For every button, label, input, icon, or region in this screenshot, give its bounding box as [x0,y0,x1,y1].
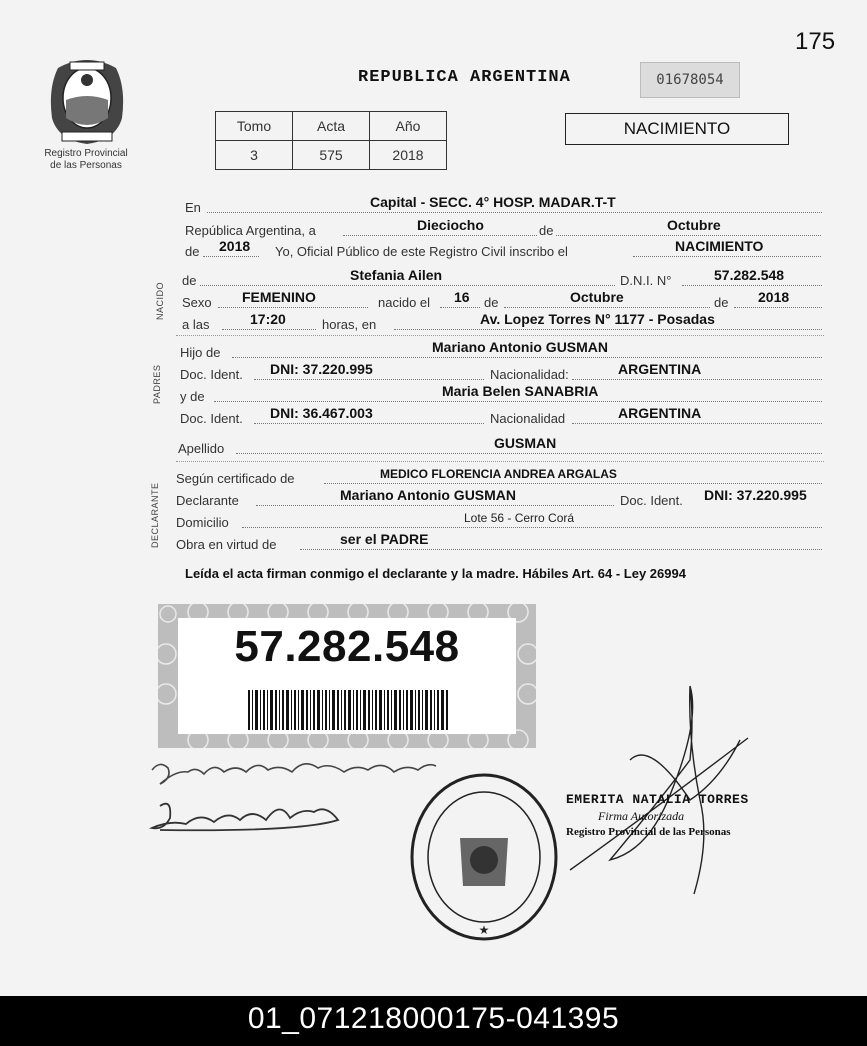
official-registry: Registro Provincial de las Personas [566,826,731,838]
separator-1 [176,335,824,336]
line-apellido [178,437,825,457]
svg-text:★: ★ [478,923,490,937]
declarante-doc-label: Doc. Ident. [620,493,683,508]
de-label-2: de [484,295,499,310]
father-nationality: ARGENTINA [618,361,702,377]
hijo-de-label: Hijo de [180,345,221,360]
mother-name: Maria Belen SANABRIA [442,383,599,399]
birth-place: Av. Lopez Torres N° 1177 - Posadas [480,311,715,327]
tomo-value: 3 [216,141,293,170]
father-doc-label: Doc. Ident. [180,367,243,382]
serial-number: 01678054 [640,62,740,98]
registry-name-line1: Registro Provincial [44,148,128,159]
domicilio-label: Domicilio [176,515,229,530]
declarante-value: Mariano Antonio GUSMAN [340,487,517,503]
mother-doc: DNI: 36.467.003 [270,405,373,421]
acta-value: 575 [293,141,370,170]
signature-gusman-icon [152,764,436,784]
declarante-label: Declarante [176,493,239,508]
birth-day: 16 [454,289,470,305]
nacido-dni: 57.282.548 [714,267,785,283]
nacido-el-label: nacido el [378,295,431,310]
domicilio-value: Lote 56 - Cerro Corá [464,511,575,525]
year-value: 2018 [219,238,251,254]
line-en [185,196,825,216]
obra-value: ser el PADRE [340,531,429,547]
anio-value: 2018 [370,141,447,170]
en-label: En [185,200,201,215]
mother-nationality-label: Nacionalidad [490,411,566,426]
closing-text: Leída el acta firman conmigo el declarante y la madre. Hábiles Art. 64 - Ley 26994 [185,566,686,581]
declarante-section-label: DECLARANTE [150,482,160,548]
barcode-icon [248,690,448,730]
line-inscribo [185,240,825,260]
nacido-name: Stefania Ailen [350,267,443,283]
father-name: Mariano Antonio GUSMAN [432,339,609,355]
alas-label: a las [182,317,210,332]
acta-header: Acta [293,112,370,141]
mother-doc-label: Doc. Ident. [180,411,243,426]
month-value: Octubre [667,217,721,233]
birth-month: Octubre [570,289,624,305]
line-domicilio [176,511,825,531]
line-mother-doc [180,407,825,427]
republica-label: República Argentina, a [185,223,316,238]
official-block [566,792,786,840]
dni-stamp [158,604,536,748]
declarante-doc: DNI: 37.220.995 [704,487,807,503]
line-certificado [176,467,825,487]
document-title: REPUBLICA ARGENTINA [358,68,571,87]
doc-type-box: NACIMIENTO [565,113,789,145]
y-de-label: y de [180,389,205,404]
anio-header: Año [370,112,447,141]
line-alas [182,313,825,333]
official-name: EMERITA NATALIA TORRES [566,792,749,807]
dni-stamp-number: 57.282.548 [234,622,460,671]
official-title: Firma Autorizada [598,809,685,823]
separator-2 [176,461,824,462]
nacido-de-label: de [182,273,197,288]
mother-nationality: ARGENTINA [618,405,702,421]
page-number: 175 [795,28,836,55]
inscribo-value: NACIMIENTO [675,238,764,254]
line-republica [185,219,825,239]
sexo-label: Sexo [182,295,212,310]
registry-name [30,148,142,172]
father-nationality-label: Nacionalidad: [490,367,569,382]
dni-stamp-inner [178,618,516,734]
de-label-3: de [714,295,729,310]
tomo-acta-table [215,111,447,170]
provincial-emblem-icon [40,58,135,148]
line-y-de [180,385,825,405]
de-label: de [539,223,554,238]
obra-label: Obra en virtud de [176,537,277,552]
tomo-header: Tomo [216,112,293,141]
de2-label: de [185,244,200,259]
line-hijo-de [180,341,825,361]
inscribo-label: Yo, Oficial Público de este Registro Civil inscribo el [275,244,568,259]
line-father-doc [180,363,825,383]
line-sexo [182,291,825,311]
certificado-value: MEDICO FLORENCIA ANDREA ARGALAS [380,467,617,481]
signature-sanabria-icon [152,804,338,831]
line-nacido-name [182,269,825,289]
line-declarante [176,489,825,509]
apellido-value: GUSMAN [494,435,557,451]
registry-name-line2: de las Personas [50,160,122,171]
birth-year: 2018 [758,289,790,305]
dni-label: D.N.I. N° [620,273,672,288]
footer-code: 01_071218000175-041395 [0,996,867,1046]
padres-section-label: PADRES [152,364,162,404]
certificado-label: Según certificado de [176,471,295,486]
father-doc: DNI: 37.220.995 [270,361,373,377]
en-value: Capital - SECC. 4° HOSP. MADAR.T-T [370,194,616,210]
apellido-label: Apellido [178,441,225,456]
day-value: Dieciocho [417,217,484,233]
nacido-section-label: NACIDO [155,281,165,320]
sexo-value: FEMENINO [242,289,316,305]
horas-en-label: horas, en [322,317,377,332]
line-obra [176,533,825,553]
registry-seal-icon [405,768,563,946]
signature-torres-icon [570,686,748,894]
birth-time: 17:20 [250,311,286,327]
